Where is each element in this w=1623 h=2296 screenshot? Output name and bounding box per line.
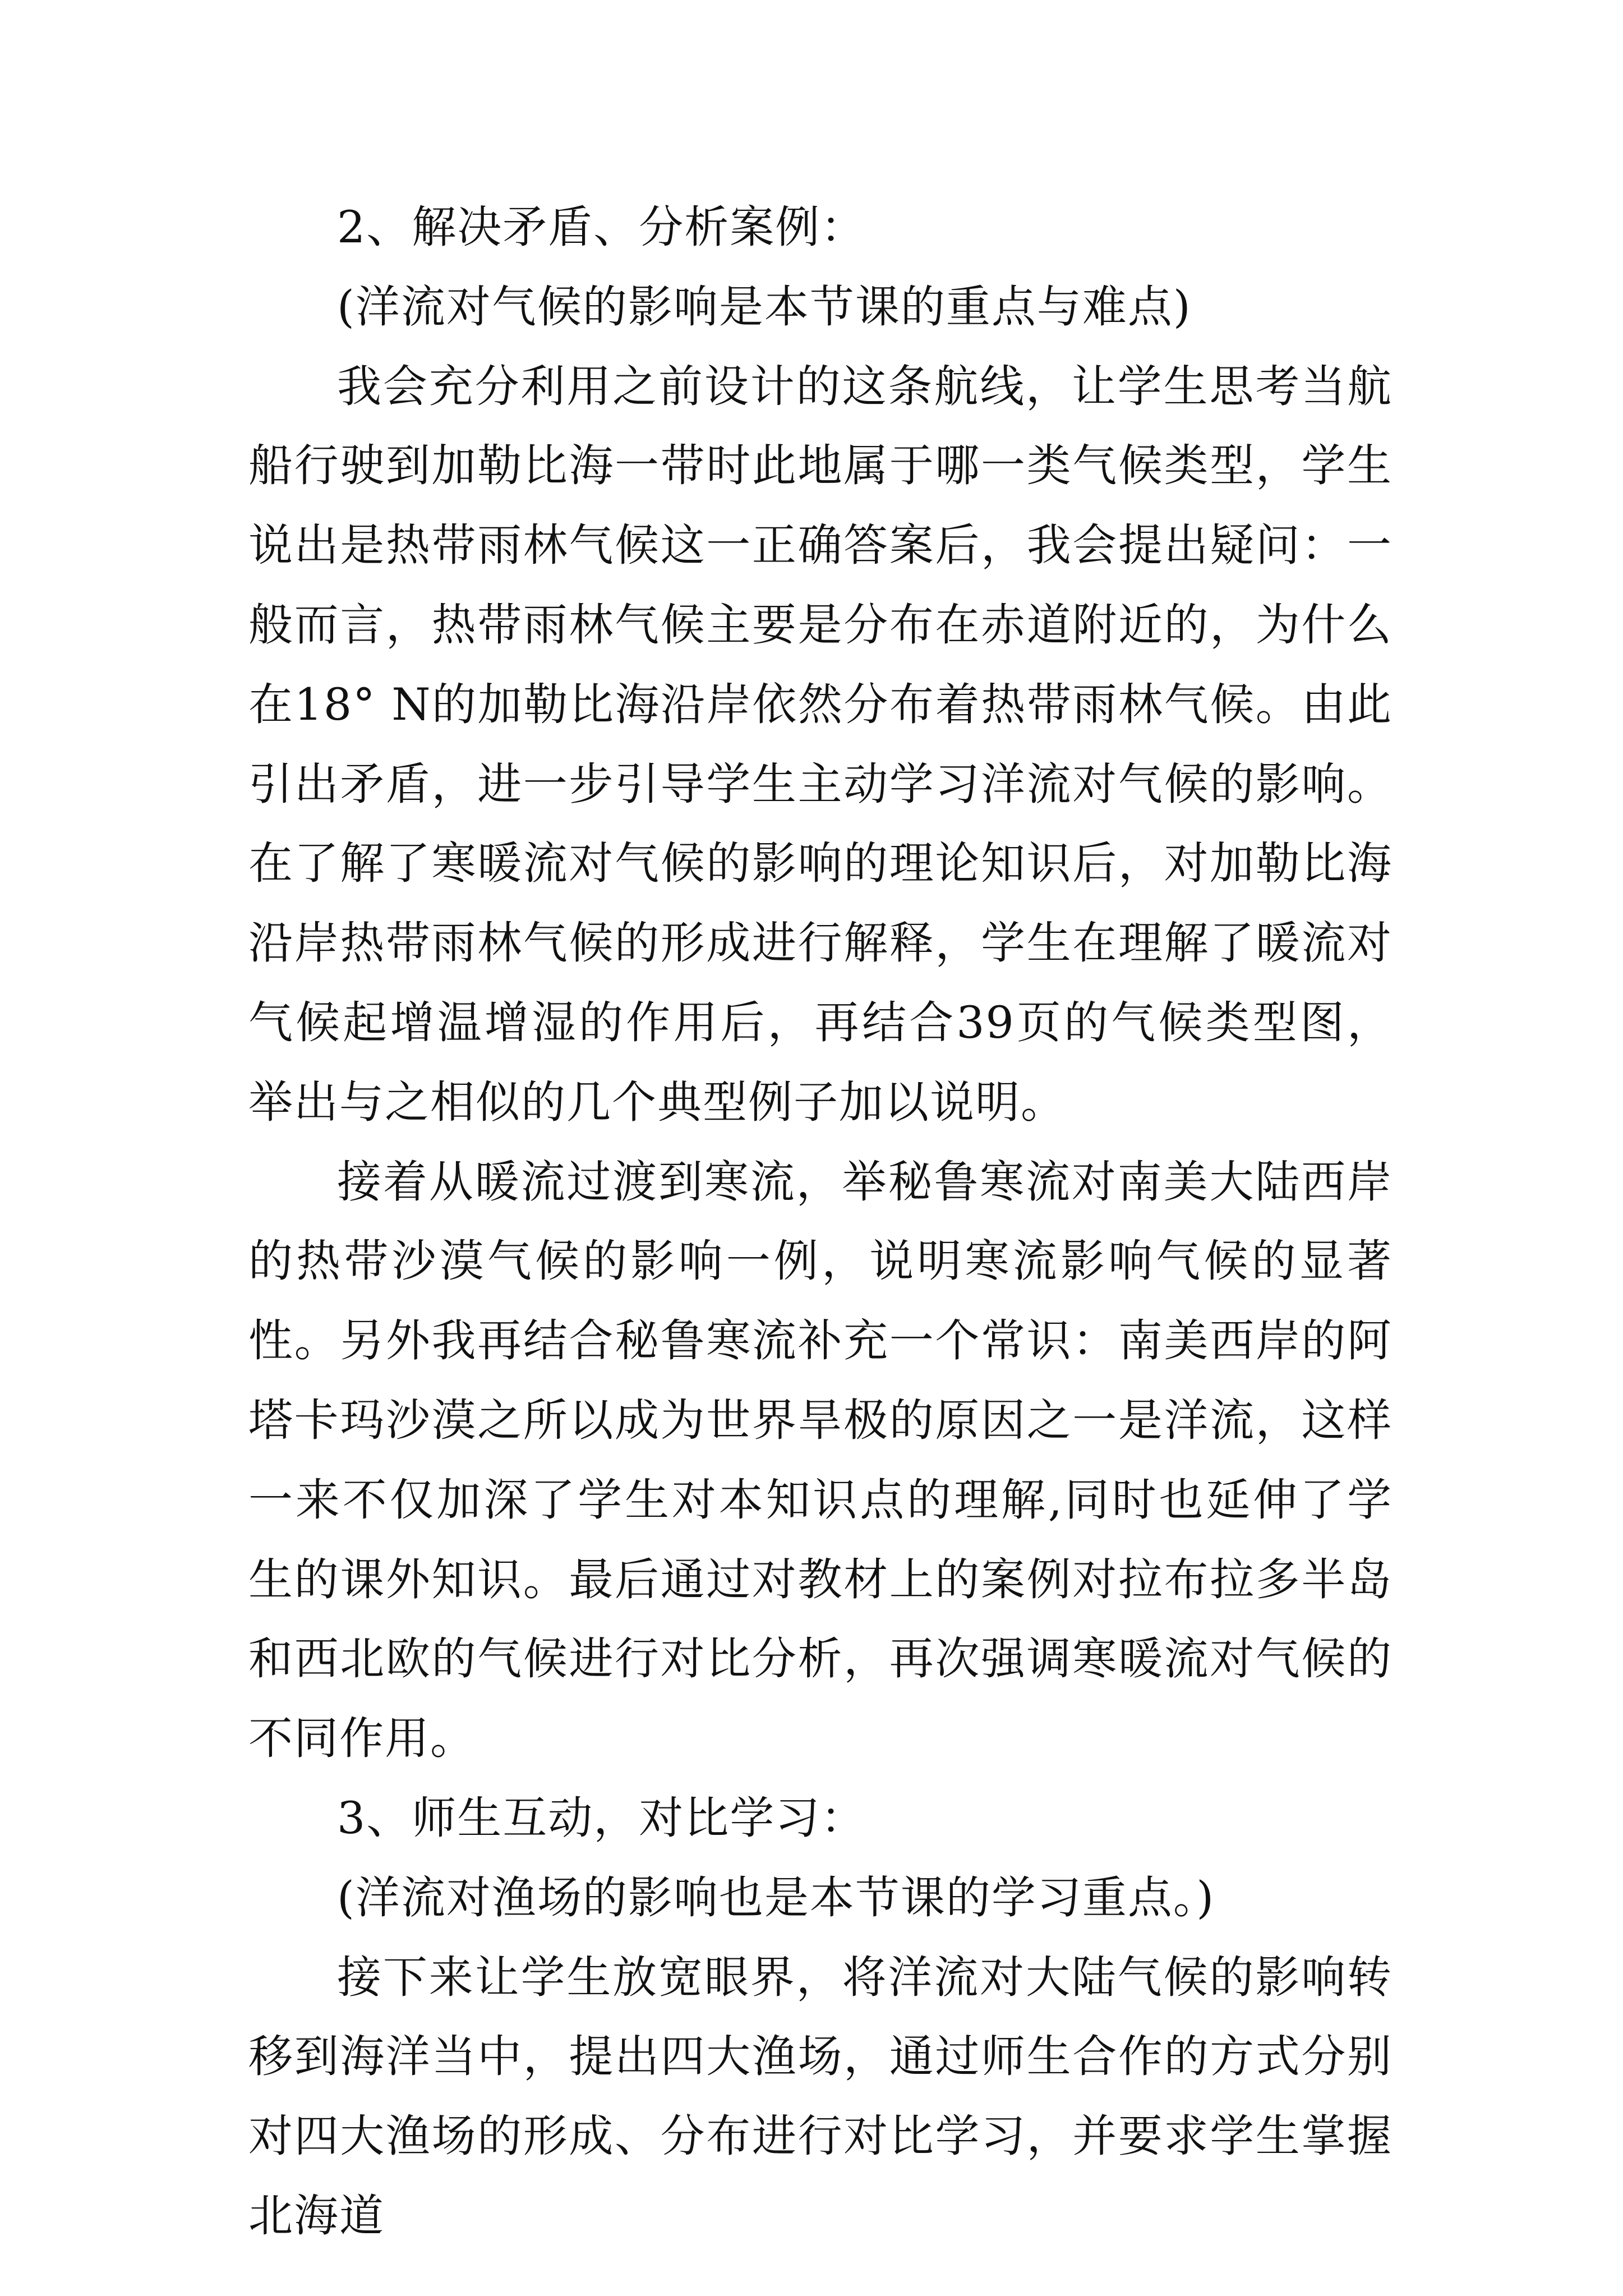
paragraph-cold-current: 接着从暖流过渡到寒流，举秘鲁寒流对南美大陆西岸的热带沙漠气候的影响一例，说明寒流影响气候的显著性。另外我再结合秘鲁寒流补充一个常识：南美西岸的阿塔卡玛沙漠之所以成为世界旱极的原因之一是洋流，这样一来不仅加深了学生对本知识点的理解,同时也延伸了学生的课外知识。最后通过对教材上的案例对拉布拉多半岛和西北欧的气候进行对比分析，再次强调寒暖流对气候的不同作用。 — [248, 1156, 1393, 1765]
document-body — [248, 188, 1393, 2256]
note-fishery-focus: (洋流对渔场的影响也是本节课的学习重点。) — [337, 1871, 1215, 1924]
paragraph-warm-current: 我会充分利用之前设计的这条航线，让学生思考当航船行驶到加勒比海一带时此地属于哪一类气候类型，学生说出是热带雨林气候这一正确答案后，我会提出疑问：一般而言，热带雨林气候主要是分布在赤道附近的，为什么在18° N的加勒比海沿岸依然分布着热带雨林气候。由此引出矛盾，进一步引导学生主动学习洋流对气候的影响。在了解了寒暖流对气候的影响的理论知识后，对加勒比海沿岸热带雨林气候的形成进行解释，学生在理解了暖流对气候起增温增湿的作用后，再结合39页的气候类型图，举出与之相似的几个典型例子加以说明。 — [248, 360, 1393, 1128]
section-heading-2: 2、解决矛盾、分析案例： — [337, 201, 866, 253]
section-heading-3: 3、师生互动，对比学习： — [337, 1792, 866, 1844]
paragraph-fisheries: 接下来让学生放宽眼界，将洋流对大陆气候的影响转移到海洋当中，提出四大渔场，通过师生合作的方式分别对四大渔场的形成、分布进行对比学习，并要求学生掌握北海道 — [248, 1951, 1393, 2242]
note-key-difficulty: (洋流对气候的影响是本节课的重点与难点) — [337, 280, 1192, 333]
